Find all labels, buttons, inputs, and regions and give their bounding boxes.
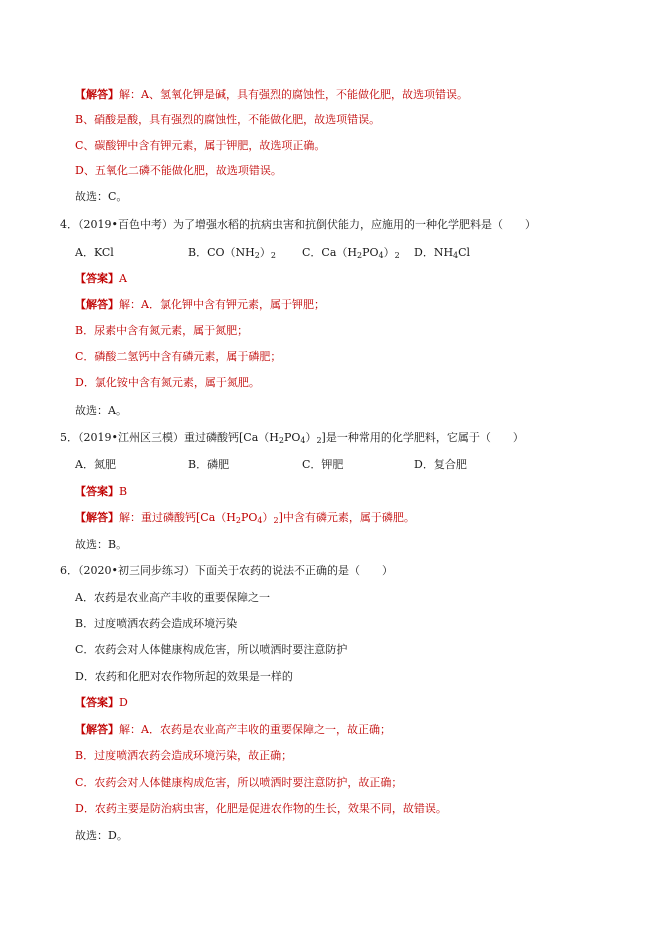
- q4-solution-line-2: B．尿素中含有氮元素，属于氮肥；: [75, 324, 249, 337]
- q3-solution-line-3: C、碳酸钾中含有钾元素，属于钾肥，故选项正确。: [75, 139, 326, 152]
- q6-conclusion: 故选：D。: [75, 829, 128, 842]
- q4-option-b: B．$CO(NH_2)_2$: [188, 246, 276, 260]
- q4-conclusion: 故选：A。: [75, 404, 127, 417]
- q5-conclusion: 故选：B。: [75, 538, 128, 551]
- q6-solution-line-4: D．农药主要是防治病虫害，化肥是促进农作物的生长，效果不同，故错误。: [75, 802, 447, 815]
- q4-option-c: C．$Ca(H_2PO_4)_2$: [302, 246, 400, 260]
- q5-solution: 【解答】解：重过磷酸钙$[Ca(H_2PO_4)_2]$中含有磷元素，属于磷肥。: [75, 511, 415, 525]
- solution-tag: 【解答】: [75, 88, 119, 101]
- q6-answer: 【答案】D: [75, 696, 128, 709]
- q4-answer: 【答案】A: [75, 272, 127, 285]
- q4-solution-line-1: 【解答】解：A．氯化钾中含有钾元素，属于钾肥；: [75, 298, 325, 311]
- q5-option-d: D．复合肥: [414, 458, 467, 471]
- q4-option-a: A．KCl: [75, 246, 114, 259]
- q5-answer: 【答案】B: [75, 485, 128, 498]
- q3-answer-conclusion: 故选：C。: [75, 190, 128, 203]
- q3-solution-line-1: [75, 88, 468, 102]
- q6-solution-line-1: 【解答】解：A．农药是农业高产丰收的重要保障之一，故正确；: [75, 723, 391, 736]
- solution-text: 解：A、氢氧化钾是碱，具有强烈的腐蚀性，不能做化肥，故选项错误。: [119, 88, 468, 101]
- q5-option-c: C．钾肥: [302, 458, 344, 471]
- q6-solution-line-3: C．农药会对人体健康构成危害，所以喷洒时要注意防护，故正确；: [75, 776, 403, 789]
- q6-option-b: B．过度喷洒农药会造成环境污染: [75, 617, 238, 630]
- q6-option-d: D．农药和化肥对农作物所起的效果是一样的: [75, 670, 293, 683]
- q6-option-a: A．农药是农业高产丰收的重要保障之一: [75, 591, 270, 604]
- q3-solution-line-4: D、五氧化二磷不能做化肥，故选项错误。: [75, 164, 282, 177]
- q6-option-c: C．农药会对人体健康构成危害，所以喷洒时要注意防护: [75, 643, 348, 656]
- q4-option-d: D．$NH_4Cl$: [414, 246, 471, 260]
- q3-solution-line-2: B、硝酸是酸，具有强烈的腐蚀性，不能做化肥，故选项错误。: [75, 113, 381, 126]
- question-6-stem: 6．（2020•初三同步练习）下面关于农药的说法不正确的是（ ）: [60, 564, 393, 577]
- question-5-stem: 5．（2019•江州区三模）重过磷酸钙$[Ca(H_2PO_4)_2]$是一种常用的化学肥料，它属于（ ）: [60, 431, 524, 445]
- question-4-stem: 4．（2019•百色中考）为了增强水稻的抗病虫害和抗倒伏能力，应施用的一种化学肥料是（ ）: [60, 218, 536, 231]
- q5-option-a: A．氮肥: [75, 458, 116, 471]
- q5-option-b: B．磷肥: [188, 458, 230, 471]
- q6-solution-line-2: B．过度喷洒农药会造成环境污染，故正确；: [75, 749, 293, 762]
- q4-solution-line-3: C．磷酸二氢钙中含有磷元素，属于磷肥；: [75, 350, 282, 363]
- q4-solution-line-4: D．氯化铵中含有氮元素，属于氮肥。: [75, 376, 260, 389]
